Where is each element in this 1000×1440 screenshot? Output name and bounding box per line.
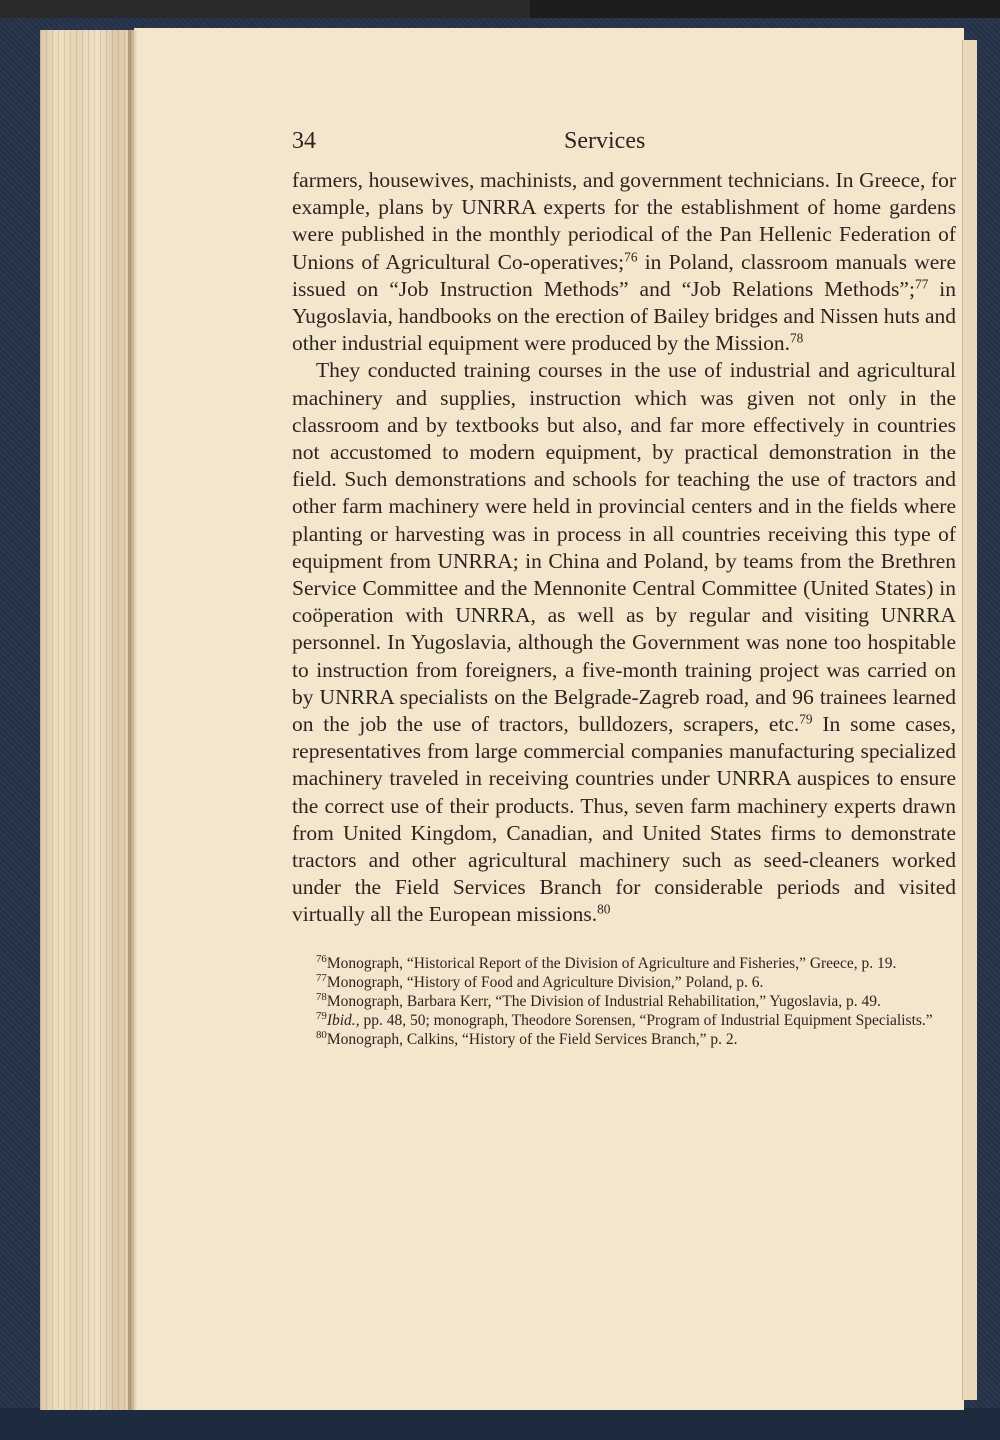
page-header [292, 128, 952, 164]
paragraph-1-text-c: in Yugoslavia, handbooks on the erection of Bailey bridges and Nissen huts and other industrial equipment were produced by the Mission. [292, 276, 956, 356]
paragraph-1-text-a: farmers, housewives, machinists, and government technicians. In Greece, for example, plans by UNRRA experts for the establishment of home gardens were published in the monthly periodical of the Pan Hellenic Federation of Unions of Agricultural Co-operatives; [292, 168, 956, 274]
footnote-79 [292, 1009, 956, 1029]
footnote-number: 77 [316, 971, 327, 984]
footnote-lead: Ibid. [326, 1011, 356, 1029]
paragraph-2-text-b: In some cases, representatives from large commercial companies manufacturing specialized machinery traveled in receiving countries under UNRRA auspices to ensure the correct use of their products. Thus, seven farm machinery experts drawn from United Kingdom, Canadian, and United States firms to demonstrate tractors and other agricultural machinery such as seed-cleaners worked under the Field Services Branch for considerable periods and visited virtually all the European missions. [292, 712, 957, 927]
footnote-ref-78: 78 [789, 330, 804, 346]
paragraph-2-text-a: They conducted training courses in the use of industrial and agricultural machinery and supplies, instruction which was given not only in the classroom and by textbooks but also, and far more effectively in countries not accustomed to modern equipment, by practical demonstration in the field. Such demonstrations and schools for teaching the use of tractors and other farm machinery were held in provincial centers and in the fields where planting or harvesting was in process in all countries receiving this type of equipment from UNRRA; in China and Poland, by teams from the Brethren Service Committee and the Mennonite Central Committee (United States) in coöperation with UNRRA, as well as by regular and visiting UNRRA personnel. In Yugoslavia, although the Government was none too hospitable to instruction from foreigners, a five-month training project was carried on by UNRRA specialists on the Belgrade-Zagreb road, and 96 trainees learned on the job the use of tractors, bulldozers, scrapers, etc. [292, 358, 956, 737]
page-number: 34 [292, 128, 316, 154]
footnote-ref-77: 77 [914, 276, 929, 292]
footnote-80 [292, 1028, 956, 1048]
page-right-edge [962, 40, 977, 1400]
paragraph-1 [292, 167, 956, 357]
body-text [292, 167, 956, 929]
footnote-text: Monograph, Calkins, “History of the Field Services Branch,” p. 2. [326, 1030, 738, 1048]
footnote-text: Monograph, “History of Food and Agriculture Division,” Poland, p. 6. [326, 973, 764, 991]
footnote-text: Monograph, Barbara Kerr, “The Division of Industrial Rehabilitation,” Yugoslavia, p. 49. [326, 992, 881, 1010]
footnote-ref-80: 80 [597, 902, 611, 918]
book-cover-bottom [0, 1408, 1000, 1440]
paragraph-2 [292, 357, 956, 928]
footnote-ref-79: 79 [799, 711, 813, 727]
running-title: Services [564, 128, 646, 154]
footnote-78 [292, 990, 956, 1010]
footnote-number: 79 [316, 1009, 327, 1022]
footnote-number: 76 [316, 952, 327, 965]
footnotes [292, 952, 956, 1048]
page-text [292, 167, 956, 1051]
page-edges [40, 30, 135, 1410]
footnote-text: , pp. 48, 50; monograph, Theodore Sorensen, “Program of Industrial Equipment Specialists.” [355, 1011, 933, 1029]
footnote-number: 78 [316, 990, 327, 1003]
footnote-76 [292, 952, 956, 972]
footnote-77 [292, 971, 956, 991]
footnote-ref-76: 76 [624, 249, 638, 265]
footnote-number: 80 [316, 1028, 327, 1041]
footnote-text: Monograph, “Historical Report of the Division of Agriculture and Fisheries,” Greece, p. 19. [326, 954, 897, 972]
gutter-shadow [128, 30, 138, 1410]
paragraph-1-text-b: in Poland, classroom manuals were issued on “Job Instruction Methods” and “Job Relations Methods”; [292, 249, 956, 301]
